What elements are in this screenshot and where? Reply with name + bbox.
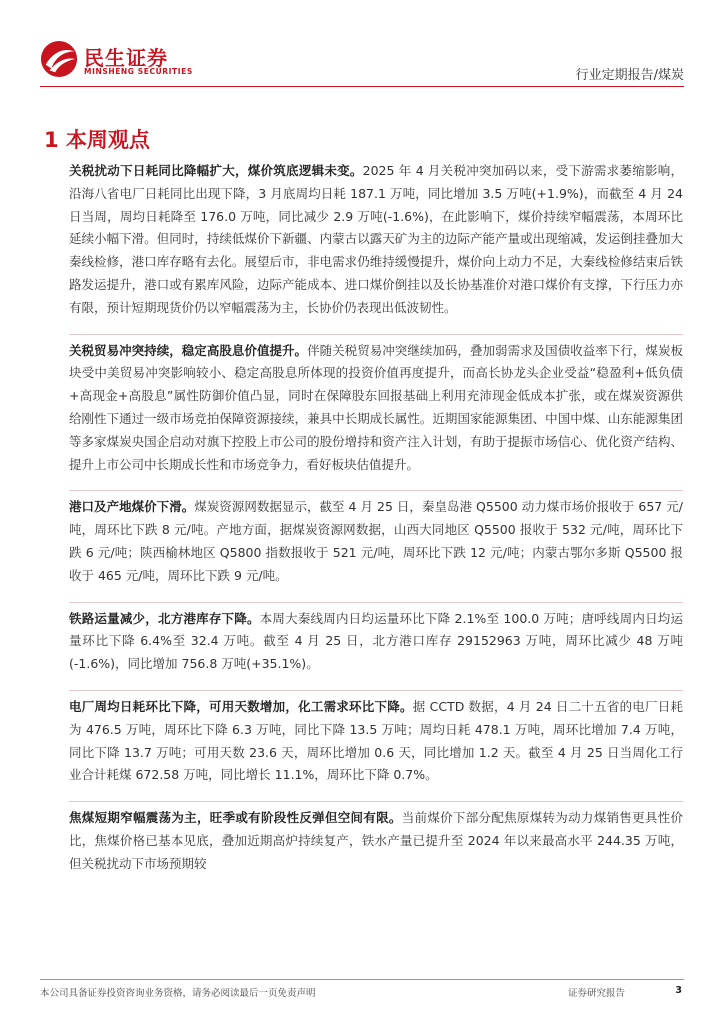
paragraph-text: 当前煤价下部分配焦原煤转为动力煤销售更具性价比，焦煤价格已基本见底，叠加近期高炉持续复产，铁水产量已提升至 2024 年以来最高水平 244.35 万吨，但关税扰动下市场预期较 <box>69 810 683 871</box>
paragraph-lead: 港口及产地煤价下滑。 <box>69 499 195 515</box>
paragraph <box>69 496 683 587</box>
footer-disclaimer: 本公司具备证券投资咨询业务资格，请务必阅读最后一页免责声明 <box>40 988 316 999</box>
paragraph-text: 本周大秦线周内日均运量环比下降 2.1%至 100.0 万吨；唐呼线周内日均运量环比下降 6.4%至 32.4 万吨。截至 4 月 25 日，北方港口库存 29152963 万吨，周环比减少 48 万吨(-1.6%)，同比增加 756.8 万吨(+35.1%)。 <box>69 610 683 672</box>
section-heading: 1 本周观点 <box>44 128 150 152</box>
paragraph <box>69 696 683 787</box>
report-body <box>69 160 683 890</box>
page-header <box>0 0 724 100</box>
paragraph-block <box>69 690 683 801</box>
paragraph-lead: 关税扰动下日耗同比降幅扩大，煤价筑底逻辑未变。 <box>69 163 363 178</box>
paragraph-block <box>69 334 683 491</box>
logo-chinese-name: 民生证券 <box>84 46 168 70</box>
minsheng-logo-icon <box>40 40 78 78</box>
paragraph <box>69 340 683 477</box>
footer-divider <box>40 979 684 980</box>
paragraph-lead: 电厂周均日耗环比下降，可用天数增加，化工需求环比下降。 <box>69 698 413 714</box>
paragraph-text: 煤炭资源网数据显示，截至 4 月 25 日，秦皇岛港 Q5500 动力煤市场价报收于 657 元/吨，周环比下跌 8 元/吨。产地方面，据煤炭资源网数据，山西大同地区 Q5500 报收于 532 元/吨，周环比下跌 6 元/吨；陕西榆林地区 Q5800 指数报收于 521 元/吨，周环比下跌 12 元/吨；内蒙古鄂尔多斯 Q5500 报收于 465 元/吨，周环比下跌 9 元/吨。 <box>69 499 683 583</box>
paragraph-lead: 关税贸易冲突持续，稳定高股息价值提升。 <box>69 342 308 358</box>
paragraph-text: 伴随关税贸易冲突继续加码，叠加弱需求及国债收益率下行，煤炭板块受中美贸易冲突影响较小、稳定高股息所体现的投资价值再度提升，而高长协龙头企业受益“稳盈利+低负债+高现金+高股息”属性防御价值凸显，同时在保障股东回报基础上利用充沛现金低成本扩张，或在煤炭资源供给刚性下通过一级市场竞拍保障资源接续，兼具中长期成长属性。近期国家能源集团、中国中煤、山东能源集团等多家煤炭央国企启动对旗下控股上市公司的股份增持和资产注入计划，有助于提振市场信心、优化资产结构、提升上市公司中长期成长性和市场竞争力，看好板块估值提升。 <box>69 342 683 472</box>
paragraph-text: 据 CCTD 数据，4 月 24 日二十五省的电厂日耗为 476.5 万吨，周环比下降 6.3 万吨，同比下降 13.5 万吨；周均日耗 478.1 万吨，周环比增加 7.4 万吨，同比下降 13.7 万吨；可用天数 23.6 天，周环比增加 0.6 天，同比增加 1.2 天。截至 4 月 25 日当周化工行业合计耗煤 672.58 万吨，同比增长 11.1%，周环比下降 0.7%。 <box>69 698 683 783</box>
paragraph <box>69 160 683 320</box>
header-divider <box>40 86 684 87</box>
footer-report-type: 证券研究报告 <box>568 988 626 999</box>
paragraph-block <box>69 490 683 601</box>
paragraph <box>69 807 683 875</box>
paragraph-lead: 焦煤短期窄幅震荡为主，旺季或有阶段性反弹但空间有限。 <box>69 810 402 826</box>
paragraph-text: 2025 年 4 月关税冲突加码以来，受下游需求萎缩影响，沿海八省电厂日耗同比出现下降，3 月底周均日耗 187.1 万吨，同比增加 3.5 万吨(+1.9%)，而截至 4 月 24 日当周，周均日耗降至 176.0 万吨，同比减少 2.9 万吨(-1.6%)，在此影响下，煤价持续窄幅震荡，本周环比延续小幅下滑。但同时，持续低煤价下新疆、内蒙古以露天矿为主的边际产能产量或出现缩减，发运倒挂叠加大秦线检修，港口库存略有去化。展望后市，非电需求仍维持缓慢提升，煤价向上动力不足，大秦线检修结束后铁路发运提升，港口或有累库风险，边际产能成本、进口煤价倒挂以及长协基准价对港口煤价有支撑，下行压力亦有限，预计短期现货价仍以窄幅震荡为主，长协价仍表现出低波韧性。 <box>69 163 683 315</box>
company-logo <box>40 38 193 82</box>
page-number: 3 <box>675 985 682 996</box>
paragraph-block <box>69 801 683 889</box>
paragraph-lead: 铁路运量减少，北方港库存下降。 <box>69 610 260 626</box>
report-category: 行业定期报告/煤炭 <box>575 68 684 83</box>
logo-english-name: MINSHENG SECURITIES <box>84 67 193 76</box>
paragraph <box>69 608 683 676</box>
paragraph-block <box>69 602 683 690</box>
paragraph-block <box>69 160 683 334</box>
